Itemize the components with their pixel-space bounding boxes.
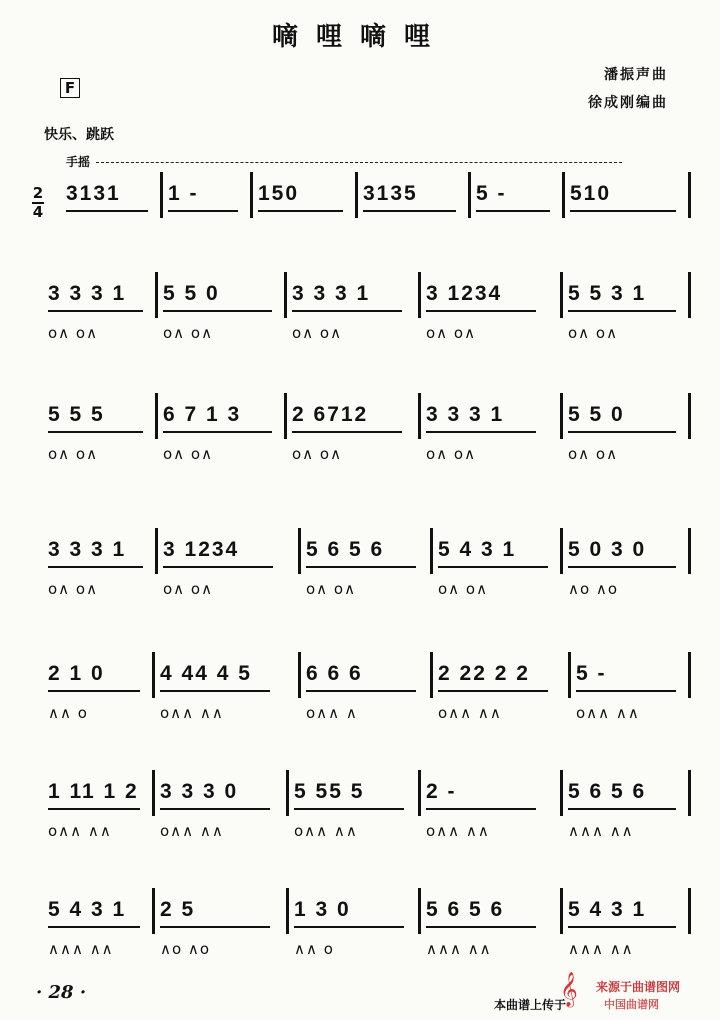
barline (155, 393, 158, 439)
measure-notes: 5 6 5 6 (306, 538, 385, 561)
beam-underline (568, 566, 676, 568)
page-number: · 28 · (36, 982, 87, 1003)
measure-strokes: o∧∧ ∧ (306, 704, 358, 722)
measure-strokes: ∧∧∧ ∧∧ (568, 822, 634, 840)
barline (560, 888, 563, 934)
beam-underline (568, 808, 676, 810)
tempo-marking: 快乐、跳跃 (44, 127, 114, 143)
beam-underline (426, 808, 536, 810)
beam-underline (363, 210, 456, 212)
technique-marking: 手摇 (66, 155, 91, 169)
beam-underline (48, 926, 140, 928)
beam-underline (160, 808, 270, 810)
barline (152, 770, 155, 816)
score-title: 嘀哩嘀哩 (271, 22, 448, 52)
time-signature-top: 2 (32, 184, 44, 202)
measure-notes: 150 (258, 182, 300, 205)
measure-strokes: o∧∧ ∧∧ (426, 822, 490, 840)
barline (155, 272, 158, 318)
measure-notes: 4 44 4 5 (160, 662, 252, 685)
measure-notes: 1 3 0 (294, 898, 351, 921)
measure-strokes: o∧ o∧ (292, 445, 343, 463)
beam-underline (476, 210, 550, 212)
beam-underline (168, 210, 238, 212)
barline (688, 528, 691, 574)
beam-underline (294, 808, 404, 810)
beam-underline (48, 310, 143, 312)
beam-underline (163, 566, 273, 568)
barline (152, 888, 155, 934)
measure-notes: 6 7 1 3 (163, 403, 242, 426)
barline (418, 770, 421, 816)
measure-notes: 5 - (576, 662, 607, 685)
beam-underline (426, 926, 536, 928)
barline (418, 888, 421, 934)
watermark-source: 来源于曲谱图网 (596, 980, 681, 994)
measure-notes: 5 5 3 1 (568, 282, 647, 305)
arranger-credit: 徐成刚编曲 (588, 95, 668, 111)
barline (688, 888, 691, 934)
measure-notes: 3135 (363, 182, 418, 205)
barline (688, 172, 691, 218)
barline (560, 393, 563, 439)
measure-notes: 5 4 3 1 (568, 898, 647, 921)
beam-underline (576, 690, 676, 692)
barline (560, 770, 563, 816)
barline (286, 888, 289, 934)
time-signature (32, 186, 44, 220)
measure-strokes: o∧ o∧ (163, 445, 214, 463)
beam-underline (48, 431, 143, 433)
barline (688, 272, 691, 318)
barline (355, 172, 358, 218)
measure-strokes: o∧ o∧ (568, 445, 619, 463)
measure-notes: 2 1 0 (48, 662, 105, 685)
beam-underline (426, 431, 536, 433)
measure-strokes: o∧ o∧ (163, 580, 214, 598)
measure-strokes: o∧ o∧ (438, 580, 489, 598)
measure-strokes: ∧∧∧ ∧∧ (48, 940, 114, 958)
barline (418, 272, 421, 318)
beam-underline (163, 310, 272, 312)
measure-notes: 5 6 5 6 (426, 898, 505, 921)
measure-strokes: o∧∧ ∧∧ (160, 704, 224, 722)
measure-notes: 6 6 6 (306, 662, 363, 685)
beam-underline (258, 210, 343, 212)
barline (160, 172, 163, 218)
beam-underline (294, 926, 404, 928)
measure-notes: 3 3 3 0 (160, 780, 239, 803)
barline (298, 528, 301, 574)
measure-strokes: o∧∧ ∧∧ (294, 822, 358, 840)
beam-underline (48, 690, 140, 692)
measure-strokes: o∧∧ ∧∧ (438, 704, 502, 722)
beam-underline (66, 210, 148, 212)
measure-notes: 1 - (168, 182, 199, 205)
measure-notes: 5 5 0 (163, 282, 220, 305)
measure-notes: 3 3 3 1 (292, 282, 371, 305)
measure-strokes: ∧o ∧o (568, 580, 619, 598)
barline (688, 770, 691, 816)
barline (568, 652, 571, 698)
measure-notes: 5 5 5 (48, 403, 105, 426)
beam-underline (292, 310, 402, 312)
measure-notes: 3131 (66, 182, 121, 205)
barline (562, 172, 565, 218)
composer-credit: 潘振声曲 (604, 67, 668, 83)
beam-underline (160, 926, 270, 928)
technique-extension-line (96, 162, 622, 163)
measure-notes: 5 - (476, 182, 507, 205)
measure-strokes: o∧ o∧ (568, 324, 619, 342)
measure-strokes: o∧ o∧ (292, 324, 343, 342)
measure-notes: 5 6 5 6 (568, 780, 647, 803)
beam-underline (426, 310, 536, 312)
measure-strokes: o∧∧ ∧∧ (576, 704, 640, 722)
measure-strokes: o∧ o∧ (48, 580, 99, 598)
beam-underline (570, 210, 676, 212)
barline (152, 652, 155, 698)
measure-strokes: ∧∧ o (294, 940, 334, 958)
measure-strokes: o∧ o∧ (426, 445, 477, 463)
measure-strokes: ∧∧ o (48, 704, 88, 722)
beam-underline (48, 566, 143, 568)
beam-underline (292, 431, 402, 433)
barline (688, 652, 691, 698)
measure-strokes: o∧ o∧ (48, 445, 99, 463)
barline (286, 770, 289, 816)
barline (688, 393, 691, 439)
measure-notes: 1 11 1 2 (48, 780, 139, 803)
treble-clef-logo-icon: 𝄞 (560, 972, 578, 1007)
measure-strokes: o∧∧ ∧∧ (48, 822, 112, 840)
measure-strokes: ∧∧∧ ∧∧ (568, 940, 634, 958)
barline (155, 528, 158, 574)
beam-underline (306, 566, 416, 568)
barline (284, 272, 287, 318)
measure-notes: 3 1234 (426, 282, 503, 305)
barline (560, 272, 563, 318)
beam-underline (438, 690, 548, 692)
measure-notes: 3 3 3 1 (48, 282, 127, 305)
barline (250, 172, 253, 218)
barline (468, 172, 471, 218)
time-signature-bottom: 4 (32, 203, 44, 221)
key-signature: F (60, 78, 80, 98)
measure-notes: 5 4 3 1 (48, 898, 127, 921)
measure-strokes: o∧ o∧ (306, 580, 357, 598)
beam-underline (160, 690, 270, 692)
bottom-upload-note: 本曲谱上传于 (494, 998, 567, 1012)
measure-strokes: o∧ o∧ (48, 324, 99, 342)
measure-notes: 2 5 (160, 898, 196, 921)
barline (298, 652, 301, 698)
measure-notes: 510 (570, 182, 612, 205)
measure-notes: 3 1234 (163, 538, 240, 561)
beam-underline (568, 926, 676, 928)
measure-notes: 2 6712 (292, 403, 369, 426)
measure-notes: 3 3 3 1 (48, 538, 127, 561)
barline (430, 652, 433, 698)
measure-notes: 2 22 2 2 (438, 662, 530, 685)
measure-strokes: o∧ o∧ (163, 324, 214, 342)
measure-strokes: ∧∧∧ ∧∧ (426, 940, 492, 958)
beam-underline (568, 310, 676, 312)
measure-strokes: ∧o ∧o (160, 940, 211, 958)
beam-underline (438, 566, 548, 568)
measure-strokes: o∧∧ ∧∧ (160, 822, 224, 840)
measure-strokes: o∧ o∧ (426, 324, 477, 342)
measure-notes: 5 0 3 0 (568, 538, 647, 561)
barline (560, 528, 563, 574)
measure-notes: 2 - (426, 780, 457, 803)
measure-notes: 5 5 0 (568, 403, 625, 426)
measure-notes: 5 4 3 1 (438, 538, 517, 561)
measure-notes: 5 55 5 (294, 780, 365, 803)
beam-underline (48, 808, 140, 810)
measure-notes: 3 3 3 1 (426, 403, 505, 426)
beam-underline (306, 690, 416, 692)
barline (430, 528, 433, 574)
barline (284, 393, 287, 439)
watermark-site: 中国曲谱网 (604, 998, 659, 1011)
barline (418, 393, 421, 439)
beam-underline (568, 431, 676, 433)
beam-underline (163, 431, 272, 433)
